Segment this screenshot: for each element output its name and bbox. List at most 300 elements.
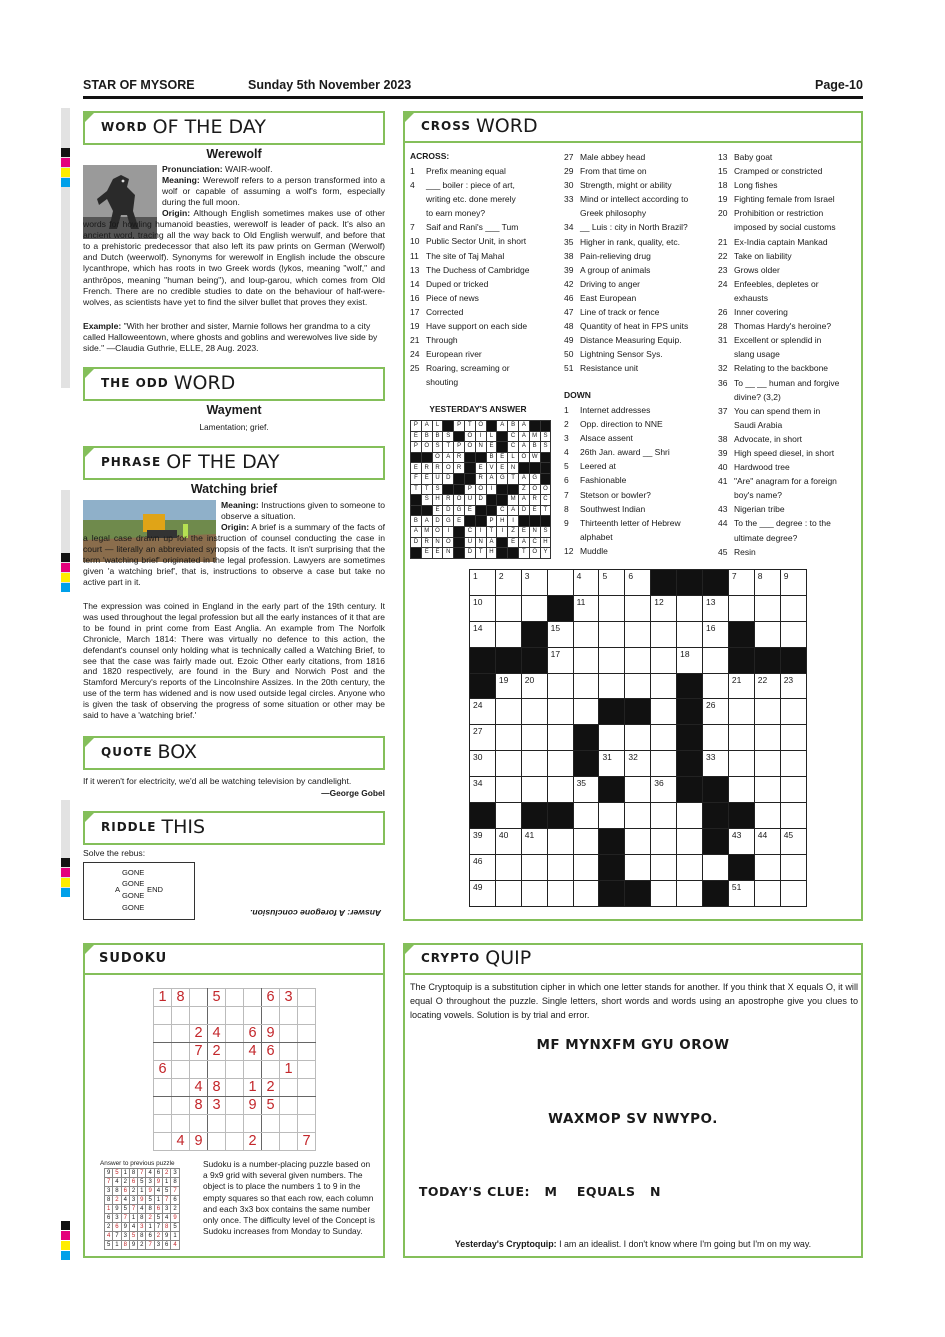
sudoku-cell[interactable]: 2 bbox=[190, 1025, 208, 1043]
crossword-cell[interactable] bbox=[495, 854, 521, 880]
crossword-cell[interactable] bbox=[547, 777, 573, 803]
answer-cell: O bbox=[432, 526, 443, 537]
crossword-cell[interactable]: 36 bbox=[651, 777, 677, 803]
sudoku-cell[interactable] bbox=[172, 1007, 190, 1025]
crossword-cell bbox=[599, 880, 625, 906]
word-example-text: "With her brother and sister, Marnie follows her grandma to a city called Halloweentown, where ghosts and goblins and werewolves live side by side." —Claudia Guthrie, ELLE, 28 Aug. 2023. bbox=[83, 321, 378, 354]
answer-cell bbox=[475, 516, 486, 527]
crossword-cell[interactable] bbox=[780, 777, 806, 803]
answer-cell bbox=[454, 431, 465, 442]
clue-number: 47 bbox=[564, 307, 574, 318]
crossword-cell[interactable] bbox=[651, 647, 677, 673]
crossword-cell[interactable] bbox=[754, 854, 780, 880]
crossword-cell[interactable] bbox=[754, 725, 780, 751]
clue bbox=[410, 206, 560, 220]
crossword-cell[interactable] bbox=[703, 854, 729, 880]
clue-number: 6 bbox=[564, 475, 569, 486]
clue bbox=[564, 403, 714, 417]
crossword-cell[interactable]: 20 bbox=[521, 673, 547, 699]
crossword-cell[interactable]: 13 bbox=[703, 595, 729, 621]
clue-text: Inner covering bbox=[734, 307, 788, 318]
crossword-cell[interactable] bbox=[599, 803, 625, 829]
crossword-cell[interactable]: 33 bbox=[703, 751, 729, 777]
sudoku-cell[interactable] bbox=[154, 1007, 172, 1025]
sudoku-cell[interactable] bbox=[172, 1097, 190, 1115]
prev-sudoku-cell: 9 bbox=[129, 1241, 137, 1250]
prev-sudoku-cell: 7 bbox=[154, 1223, 162, 1232]
sudoku-cell[interactable] bbox=[298, 1061, 316, 1079]
sudoku-cell[interactable] bbox=[280, 1133, 298, 1151]
crossword-cell[interactable]: 26 bbox=[703, 699, 729, 725]
clue-number: 12 bbox=[564, 545, 574, 556]
crossword-cell[interactable]: 51 bbox=[728, 880, 754, 906]
crossword-cell[interactable]: 44 bbox=[754, 828, 780, 854]
crossword-cell[interactable] bbox=[677, 828, 703, 854]
crossword-cell[interactable]: 17 bbox=[547, 647, 573, 673]
sudoku-cell[interactable]: 1 bbox=[280, 1061, 298, 1079]
crossword-cell[interactable] bbox=[651, 880, 677, 906]
crossword-cell[interactable]: 18 bbox=[677, 647, 703, 673]
answer-cell: D bbox=[443, 473, 454, 484]
crossword-cell[interactable] bbox=[728, 777, 754, 803]
sudoku-cell[interactable]: 9 bbox=[190, 1133, 208, 1151]
sudoku-cell[interactable]: 6 bbox=[244, 1025, 262, 1043]
crossword-cell[interactable] bbox=[521, 854, 547, 880]
sudoku-cell[interactable]: 1 bbox=[154, 989, 172, 1007]
odd-word-title: Wayment bbox=[206, 403, 262, 417]
crossword-cell[interactable] bbox=[625, 777, 651, 803]
answer-cell: N bbox=[508, 463, 519, 474]
sudoku-cell[interactable] bbox=[244, 989, 262, 1007]
answer-cell bbox=[518, 516, 529, 527]
crossword-cell[interactable]: 10 bbox=[470, 595, 496, 621]
crossword-cell[interactable] bbox=[703, 647, 729, 673]
sudoku-cell[interactable] bbox=[226, 1007, 244, 1025]
crossword-cell[interactable] bbox=[754, 621, 780, 647]
sudoku-cell[interactable] bbox=[244, 1061, 262, 1079]
sudoku-cell[interactable] bbox=[172, 1043, 190, 1061]
crossword-cell[interactable] bbox=[754, 699, 780, 725]
crossword-cell[interactable] bbox=[625, 647, 651, 673]
sudoku-cell[interactable]: 5 bbox=[208, 989, 226, 1007]
clue bbox=[718, 474, 858, 488]
crossword-cell[interactable] bbox=[547, 570, 573, 596]
crossword-cell[interactable] bbox=[521, 880, 547, 906]
clue bbox=[718, 347, 858, 361]
sudoku-cell[interactable] bbox=[190, 1007, 208, 1025]
crossword-cell[interactable] bbox=[547, 725, 573, 751]
answer-cell: Z bbox=[508, 526, 519, 537]
answer-cell: R bbox=[421, 463, 432, 474]
sudoku-cell[interactable] bbox=[226, 1115, 244, 1133]
crossword-cell[interactable] bbox=[547, 854, 573, 880]
clue bbox=[718, 235, 858, 249]
crossword-cell[interactable] bbox=[625, 595, 651, 621]
crossword-cell[interactable] bbox=[728, 751, 754, 777]
crossword-cell[interactable] bbox=[547, 751, 573, 777]
crossword-cell[interactable] bbox=[495, 699, 521, 725]
crossword-cell[interactable] bbox=[728, 699, 754, 725]
crossword-cell[interactable] bbox=[754, 777, 780, 803]
crossword-cell[interactable] bbox=[573, 854, 599, 880]
crossword-cell[interactable] bbox=[573, 803, 599, 829]
answer-cell: R bbox=[454, 452, 465, 463]
crossword-cell[interactable] bbox=[728, 595, 754, 621]
crossword-cell[interactable] bbox=[780, 621, 806, 647]
crossword-cell[interactable] bbox=[651, 725, 677, 751]
crossword-cell[interactable]: 22 bbox=[754, 673, 780, 699]
sudoku-cell[interactable] bbox=[190, 1061, 208, 1079]
crossword-cell[interactable] bbox=[521, 751, 547, 777]
crossword-cell[interactable] bbox=[625, 725, 651, 751]
sudoku-cell[interactable] bbox=[226, 989, 244, 1007]
sudoku-cell[interactable]: 8 bbox=[208, 1079, 226, 1097]
sudoku-cell[interactable] bbox=[244, 1007, 262, 1025]
answer-cell bbox=[529, 516, 540, 527]
crossword-cell[interactable]: 8 bbox=[754, 570, 780, 596]
prev-sudoku-cell: 8 bbox=[146, 1205, 154, 1214]
crossword-cell[interactable] bbox=[651, 673, 677, 699]
sudoku-cell[interactable] bbox=[154, 1025, 172, 1043]
answer-cell: E bbox=[486, 442, 497, 453]
sudoku-cell[interactable] bbox=[280, 1043, 298, 1061]
prev-sudoku-cell: 6 bbox=[129, 1178, 137, 1187]
sudoku-cell[interactable] bbox=[280, 1097, 298, 1115]
crossword-cell[interactable] bbox=[495, 751, 521, 777]
crossword-cell[interactable]: 30 bbox=[470, 751, 496, 777]
crossword-cell[interactable] bbox=[495, 725, 521, 751]
prev-sudoku-cell: 2 bbox=[146, 1214, 154, 1223]
clue-text: Distance Measuring Equip. bbox=[580, 335, 682, 346]
crossword-cell bbox=[728, 647, 754, 673]
clue-text: Internet addresses bbox=[580, 405, 651, 415]
crossword-cell[interactable] bbox=[754, 803, 780, 829]
clue-number bbox=[718, 291, 734, 305]
sudoku-cell[interactable] bbox=[262, 1007, 280, 1025]
clue-number: 2 bbox=[564, 419, 569, 430]
pronunciation: WAIR-woolf. bbox=[225, 164, 273, 174]
answer-cell: S bbox=[421, 495, 432, 506]
crossword-cell[interactable]: 23 bbox=[780, 673, 806, 699]
crossword-cell[interactable] bbox=[599, 725, 625, 751]
crossword-cell[interactable] bbox=[677, 803, 703, 829]
crossword-cell[interactable]: 24 bbox=[470, 699, 496, 725]
prev-sudoku-cell: 3 bbox=[146, 1178, 154, 1187]
crossword-cell[interactable] bbox=[521, 777, 547, 803]
crossword-cell[interactable]: 14 bbox=[470, 621, 496, 647]
crossword-cell[interactable] bbox=[625, 828, 651, 854]
crossword-cell[interactable]: 4 bbox=[573, 570, 599, 596]
clue-number: 17 bbox=[410, 306, 420, 317]
sudoku-cell[interactable]: 5 bbox=[262, 1097, 280, 1115]
clue-text: imposed by social customs bbox=[734, 222, 836, 233]
clue bbox=[410, 192, 560, 206]
clue bbox=[718, 390, 858, 404]
sudoku-cell[interactable] bbox=[190, 1115, 208, 1133]
sudoku-cell[interactable]: 9 bbox=[244, 1097, 262, 1115]
crossword-cell[interactable] bbox=[599, 647, 625, 673]
crossword-cell[interactable]: 6 bbox=[625, 570, 651, 596]
answer-cell: E bbox=[421, 473, 432, 484]
crossword-cell[interactable] bbox=[780, 803, 806, 829]
sudoku-cell[interactable]: 2 bbox=[244, 1133, 262, 1151]
crossword-cell[interactable]: 34 bbox=[470, 777, 496, 803]
sudoku-cell[interactable] bbox=[244, 1115, 262, 1133]
sudoku-cell[interactable] bbox=[208, 1115, 226, 1133]
sudoku-cell[interactable]: 2 bbox=[262, 1079, 280, 1097]
sudoku-cell[interactable] bbox=[298, 1025, 316, 1043]
answer-cell: A bbox=[518, 495, 529, 506]
answer-cell: S bbox=[443, 431, 454, 442]
sudoku-cell[interactable] bbox=[190, 989, 208, 1007]
sudoku-cell[interactable] bbox=[172, 1115, 190, 1133]
crossword-cell[interactable] bbox=[780, 725, 806, 751]
crossword-cell[interactable] bbox=[495, 803, 521, 829]
crossword-cell[interactable]: 41 bbox=[521, 828, 547, 854]
crossword-cell[interactable] bbox=[599, 673, 625, 699]
crossword-cell[interactable] bbox=[651, 699, 677, 725]
crossword-cell[interactable] bbox=[521, 595, 547, 621]
answer-cell bbox=[475, 505, 486, 516]
crossword-cell[interactable] bbox=[625, 621, 651, 647]
sudoku-cell[interactable] bbox=[226, 1043, 244, 1061]
clue-text: Public Sector Unit, in short bbox=[426, 236, 527, 247]
crossword-cell bbox=[599, 854, 625, 880]
sudoku-cell[interactable] bbox=[154, 1133, 172, 1151]
sudoku-cell[interactable]: 4 bbox=[190, 1079, 208, 1097]
clue-text: Alsace assent bbox=[580, 433, 633, 444]
sudoku-cell[interactable] bbox=[298, 1097, 316, 1115]
sudoku-cell[interactable] bbox=[262, 1115, 280, 1133]
sudoku-cell[interactable]: 2 bbox=[208, 1043, 226, 1061]
crossword-cell[interactable] bbox=[651, 621, 677, 647]
answer-cell: N bbox=[443, 548, 454, 559]
crossword-cell[interactable] bbox=[599, 595, 625, 621]
sudoku-cell[interactable]: 6 bbox=[262, 1043, 280, 1061]
sudoku-cell[interactable] bbox=[154, 1043, 172, 1061]
sudoku-cell[interactable] bbox=[172, 1079, 190, 1097]
clue-text: European river bbox=[426, 349, 482, 360]
crossword-cell[interactable] bbox=[573, 828, 599, 854]
crossword-cell[interactable] bbox=[780, 699, 806, 725]
answer-cell: B bbox=[432, 431, 443, 442]
sudoku-cell[interactable] bbox=[154, 1097, 172, 1115]
crossword-cell[interactable] bbox=[677, 595, 703, 621]
crossword-cell[interactable]: 21 bbox=[728, 673, 754, 699]
crossword-cell[interactable] bbox=[495, 595, 521, 621]
sudoku-cell[interactable] bbox=[262, 1061, 280, 1079]
crossword-cell[interactable]: 12 bbox=[651, 595, 677, 621]
crossword-cell[interactable] bbox=[754, 751, 780, 777]
crossword-cell[interactable] bbox=[677, 621, 703, 647]
sudoku-cell[interactable] bbox=[226, 1061, 244, 1079]
sudoku-cell[interactable] bbox=[298, 1115, 316, 1133]
clue-text: boy's name? bbox=[734, 490, 782, 501]
sudoku-cell[interactable]: 8 bbox=[172, 989, 190, 1007]
crossword-cell[interactable] bbox=[651, 854, 677, 880]
clue-text: Through bbox=[426, 335, 458, 346]
sudoku-cell[interactable]: 7 bbox=[190, 1043, 208, 1061]
clue-text: The Duchess of Cambridge bbox=[426, 264, 530, 275]
answer-cell: A bbox=[508, 505, 519, 516]
sudoku-cell[interactable]: 6 bbox=[154, 1061, 172, 1079]
crossword-cell[interactable] bbox=[728, 725, 754, 751]
sudoku-cell[interactable]: 4 bbox=[208, 1025, 226, 1043]
clue-text: Take on liability bbox=[734, 250, 792, 261]
crossword-cell[interactable] bbox=[651, 803, 677, 829]
clue-number: 43 bbox=[718, 504, 728, 515]
sudoku-cell[interactable] bbox=[298, 1043, 316, 1061]
crossword-cell[interactable]: 43 bbox=[728, 828, 754, 854]
crossword-cell[interactable] bbox=[573, 699, 599, 725]
sudoku-cell[interactable]: 1 bbox=[244, 1079, 262, 1097]
crossword-cell[interactable]: 40 bbox=[495, 828, 521, 854]
crossword-cell[interactable] bbox=[754, 880, 780, 906]
answer-cell: I bbox=[475, 431, 486, 442]
sudoku-cell[interactable] bbox=[298, 989, 316, 1007]
clue-number bbox=[718, 418, 734, 432]
answer-cell bbox=[443, 484, 454, 495]
crossword-cell bbox=[573, 725, 599, 751]
crossword-cell[interactable]: 15 bbox=[547, 621, 573, 647]
sudoku-cell[interactable] bbox=[154, 1079, 172, 1097]
crossword-cell[interactable] bbox=[625, 854, 651, 880]
answer-cell bbox=[529, 463, 540, 474]
crossword-cell[interactable] bbox=[547, 828, 573, 854]
crossword-cell[interactable] bbox=[573, 621, 599, 647]
crossword-cell[interactable] bbox=[780, 595, 806, 621]
sudoku-cell[interactable] bbox=[154, 1115, 172, 1133]
sudoku-cell[interactable] bbox=[172, 1025, 190, 1043]
crossword-cell[interactable]: 16 bbox=[703, 621, 729, 647]
sudoku-cell[interactable]: 4 bbox=[244, 1043, 262, 1061]
crossword-cell[interactable]: 7 bbox=[728, 570, 754, 596]
crossword-cell[interactable] bbox=[780, 854, 806, 880]
color-mark bbox=[61, 1231, 70, 1240]
answer-cell: A bbox=[421, 516, 432, 527]
answer-cell bbox=[540, 516, 551, 527]
crossword-cell[interactable]: 2 bbox=[495, 570, 521, 596]
crossword-cell[interactable]: 27 bbox=[470, 725, 496, 751]
answer-cell bbox=[529, 421, 540, 432]
crossword-cell[interactable] bbox=[625, 803, 651, 829]
crossword-cell[interactable] bbox=[754, 595, 780, 621]
crossword-cell[interactable] bbox=[547, 699, 573, 725]
prev-sudoku-cell: 3 bbox=[105, 1187, 113, 1196]
sudoku-cell[interactable] bbox=[172, 1061, 190, 1079]
crossword-cell[interactable] bbox=[547, 880, 573, 906]
crossword-cell[interactable] bbox=[780, 880, 806, 906]
crossword-cell[interactable]: 11 bbox=[573, 595, 599, 621]
sudoku-cell[interactable] bbox=[298, 1079, 316, 1097]
crossword-cell[interactable] bbox=[573, 880, 599, 906]
crossword-cell[interactable] bbox=[677, 854, 703, 880]
crossword-cell[interactable]: 19 bbox=[495, 673, 521, 699]
sudoku-cell[interactable] bbox=[208, 1133, 226, 1151]
sudoku-cell[interactable] bbox=[280, 1007, 298, 1025]
clue-number: 30 bbox=[564, 180, 574, 191]
sudoku-cell[interactable]: 3 bbox=[280, 989, 298, 1007]
crossword-cell bbox=[470, 803, 496, 829]
clue-text: Grows older bbox=[734, 264, 780, 275]
crossword-cell[interactable] bbox=[547, 673, 573, 699]
crossword-cell[interactable] bbox=[625, 673, 651, 699]
sudoku-cell[interactable]: 8 bbox=[190, 1097, 208, 1115]
crossword-cell[interactable] bbox=[495, 621, 521, 647]
clue-number: 41 bbox=[718, 476, 728, 487]
crossword-cell[interactable] bbox=[703, 725, 729, 751]
sudoku-cell[interactable] bbox=[208, 1061, 226, 1079]
sudoku-grid bbox=[153, 988, 316, 1151]
clue-text: Thirteenth letter of Hebrew bbox=[580, 517, 681, 528]
answer-cell: G bbox=[497, 473, 508, 484]
sudoku-cell[interactable]: 7 bbox=[298, 1133, 316, 1151]
crossword-cell[interactable] bbox=[780, 751, 806, 777]
sudoku-cell[interactable]: 6 bbox=[262, 989, 280, 1007]
clue-number: 29 bbox=[564, 166, 574, 177]
crossword-cell[interactable] bbox=[677, 880, 703, 906]
answer-cell: R bbox=[443, 495, 454, 506]
crossword-cell[interactable]: 49 bbox=[470, 880, 496, 906]
crossword-cell[interactable] bbox=[651, 751, 677, 777]
crossword-cell[interactable]: 46 bbox=[470, 854, 496, 880]
crossword-cell[interactable] bbox=[495, 777, 521, 803]
sudoku-cell[interactable] bbox=[226, 1133, 244, 1151]
crossword-cell[interactable]: 32 bbox=[625, 751, 651, 777]
sudoku-cell[interactable] bbox=[280, 1115, 298, 1133]
crossword-cell[interactable] bbox=[651, 828, 677, 854]
crossword-cell[interactable]: 31 bbox=[599, 751, 625, 777]
crossword-cell[interactable] bbox=[521, 699, 547, 725]
sudoku-cell[interactable] bbox=[262, 1133, 280, 1151]
crossword-cell[interactable]: 1 bbox=[470, 570, 496, 596]
prev-sudoku-cell: 5 bbox=[171, 1223, 179, 1232]
sudoku-cell[interactable] bbox=[226, 1025, 244, 1043]
sudoku-cell[interactable]: 3 bbox=[208, 1097, 226, 1115]
prev-sudoku-cell: 8 bbox=[113, 1187, 121, 1196]
prev-sudoku-cell: 9 bbox=[154, 1178, 162, 1187]
answer-cell bbox=[454, 473, 465, 484]
sudoku-cell[interactable] bbox=[226, 1079, 244, 1097]
sudoku-cell[interactable] bbox=[226, 1097, 244, 1115]
crossword-cell[interactable]: 35 bbox=[573, 777, 599, 803]
crossword-grid bbox=[469, 569, 807, 907]
answer-cell bbox=[475, 452, 486, 463]
crossword-cell[interactable]: 3 bbox=[521, 570, 547, 596]
sudoku-cell[interactable] bbox=[208, 1007, 226, 1025]
crossword-cell[interactable] bbox=[573, 647, 599, 673]
crossword-cell[interactable]: 39 bbox=[470, 828, 496, 854]
crossword-cell[interactable] bbox=[521, 725, 547, 751]
sudoku-heading: SUDOKU bbox=[83, 943, 385, 975]
crossword-cell[interactable]: 5 bbox=[599, 570, 625, 596]
sudoku-cell[interactable]: 9 bbox=[262, 1025, 280, 1043]
sudoku-cell[interactable] bbox=[298, 1007, 316, 1025]
crossword-cell[interactable]: 45 bbox=[780, 828, 806, 854]
sudoku-cell[interactable] bbox=[280, 1025, 298, 1043]
sudoku-cell[interactable] bbox=[280, 1079, 298, 1097]
crossword-cell[interactable] bbox=[495, 880, 521, 906]
sudoku-cell[interactable]: 4 bbox=[172, 1133, 190, 1151]
clue bbox=[718, 460, 858, 474]
crossword-cell[interactable]: 9 bbox=[780, 570, 806, 596]
crossword-cell[interactable] bbox=[599, 621, 625, 647]
phrase-meaning-text: Instructions given to someone to observe a situation. bbox=[221, 500, 385, 522]
crossword-cell[interactable] bbox=[573, 673, 599, 699]
clue-text: Duped or tricked bbox=[426, 278, 489, 289]
answer-cell: E bbox=[508, 537, 519, 548]
crossword-cell[interactable] bbox=[703, 673, 729, 699]
